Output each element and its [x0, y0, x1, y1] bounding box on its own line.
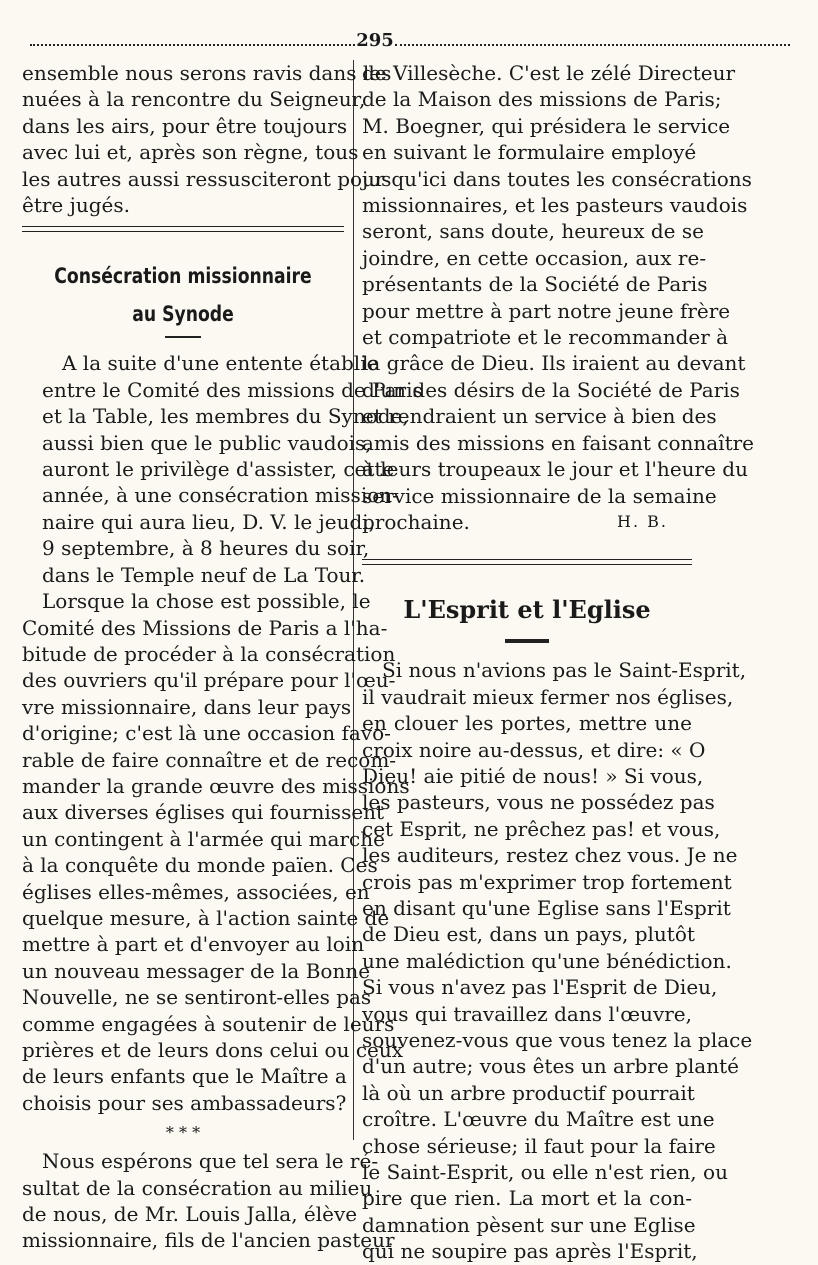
text-line: naire qui aura lieu, D. V. le jeudi, — [42, 509, 376, 534]
text-line: là où un arbre productif pourrait — [362, 1080, 695, 1105]
text-line: chose sérieuse; il faut pour la faire — [362, 1133, 716, 1158]
text-line: Nouvelle, ne se sentiront-elles pas — [22, 985, 372, 1010]
text-line: A la suite d'une entente établie — [62, 351, 379, 376]
text-line: en disant qu'une Eglise sans l'Esprit — [362, 895, 731, 920]
text-line: un contingent à l'armée qui marche — [22, 826, 385, 851]
text-line: damnation pèsent sur une Eglise — [362, 1212, 696, 1237]
text-line: vre missionnaire, dans leur pays — [22, 694, 352, 719]
text-line: Si nous n'avions pas le Saint-Esprit, — [382, 658, 747, 683]
text-line: de nous, de Mr. Louis Jalla, élève — [22, 1202, 358, 1227]
right-column — [362, 60, 755, 1265]
text-line: M. Boegner, qui présidera le service — [362, 113, 731, 138]
heading-rule — [505, 639, 549, 643]
text-line: les pasteurs, vous ne possédez pas — [362, 790, 715, 815]
text-line: de Villesèche. C'est le zélé Directeur — [362, 61, 736, 85]
text-line: année, à une consécration mission- — [42, 483, 399, 508]
text-line: pire que rien. La mort et la con- — [362, 1186, 692, 1211]
author-signature: H. B. — [617, 511, 668, 531]
text-line: de la Maison des missions de Paris; — [362, 87, 722, 112]
text-line: une malédiction qu'une bénédiction. — [362, 948, 732, 973]
text-line: cet Esprit, ne prêchez pas! et vous, — [362, 816, 721, 841]
text-line: entre le Comité des missions de Paris — [42, 377, 423, 402]
text-line: présentants de la Société de Paris — [362, 272, 708, 297]
intro-paragraph — [22, 60, 392, 218]
text-line: à la conquête du monde païen. Ces — [22, 853, 378, 878]
text-line: choisis pour ses ambassadeurs? — [22, 1090, 347, 1115]
text-line: de Dieu est, dans un pays, plutôt — [362, 922, 695, 947]
header-rule-left — [30, 44, 355, 46]
text-line: à leurs troupeaux le jour et l'heure du — [362, 457, 748, 482]
article-subheading: au Synode — [132, 302, 234, 327]
text-line: être jugés. — [22, 193, 130, 218]
text-line: joindre, en cette occasion, aux re- — [362, 245, 707, 270]
text-line: églises elles-mêmes, associées, en — [22, 879, 370, 904]
text-line: en suivant le formulaire employé — [362, 140, 697, 165]
text-line: croix noire au-dessus, et dire: « O — [362, 737, 706, 762]
text-line: service missionnaire de la semaine — [362, 483, 717, 508]
text-line: les auditeurs, restez chez vous. Je ne — [362, 843, 738, 868]
text-line: la grâce de Dieu. Ils iraient au devant — [362, 351, 746, 376]
text-line: Si vous n'avez pas l'Esprit de Dieu, — [362, 975, 718, 1000]
text-line: quelque mesure, à l'action sainte de — [22, 905, 390, 930]
text-line — [362, 509, 692, 535]
text-line: crois pas m'exprimer trop fortement — [362, 869, 732, 894]
text-line: d'un autre; vous êtes un arbre planté — [362, 1054, 739, 1079]
text-line: mettre à part et d'envoyer au loin — [22, 932, 365, 957]
section-divider — [362, 559, 692, 565]
text-line: Comité des Missions de Paris a l'ha- — [22, 615, 388, 640]
text-line: d'origine; c'est là une occasion favo- — [22, 721, 391, 746]
text-line: missionnaires, et les pasteurs vaudois — [362, 193, 748, 218]
text-line: amis des missions en faisant connaître — [362, 430, 755, 455]
text-line: aux diverses églises qui fournissent — [22, 800, 385, 825]
text-line: de leurs enfants que le Maître a — [22, 1064, 347, 1089]
text-line: auront le privilège d'assister, cette — [42, 457, 395, 482]
text-line: souvenez-vous que vous tenez la place — [362, 1028, 753, 1052]
text-line: ensemble nous serons ravis dans les — [22, 61, 392, 85]
text-line: aussi bien que le public vaudois, — [42, 430, 372, 455]
text-line: les autres aussi ressusciteront pour — [22, 166, 385, 191]
paragraph-continuation — [362, 60, 755, 535]
text-line: sultat de la consécration au milieu — [22, 1175, 373, 1200]
text-line: prières et de leurs dons celui ou ceux — [22, 1038, 404, 1062]
text-line: Nous espérons que tel sera le ré- — [42, 1149, 379, 1174]
text-line: 9 septembre, à 8 heures du soir, — [42, 536, 370, 561]
asterism: * * * — [165, 1123, 201, 1143]
text-line: mander la grande œuvre des missions — [22, 773, 410, 798]
text-line: croître. L'œuvre du Maître est une — [362, 1107, 715, 1132]
text-line: bitude de procéder à la consécration — [22, 641, 396, 666]
text-line: le Saint-Esprit, ou elle n'est rien, ou — [362, 1160, 728, 1185]
text-line: qui ne soupire pas après l'Esprit, — [362, 1239, 698, 1264]
text-line: un nouveau messager de la Bonne — [22, 958, 371, 983]
text-line-content: prochaine. — [362, 509, 470, 534]
paragraph — [22, 1148, 395, 1254]
page-number: 295 — [356, 30, 394, 51]
text-line: pour mettre à part notre jeune frère — [362, 298, 731, 323]
text-line: vous qui travaillez dans l'œuvre, — [362, 1001, 692, 1026]
header-rule-right — [395, 44, 790, 46]
text-line: Lorsque la chose est possible, le — [42, 589, 371, 614]
text-line: dans les airs, pour être toujours — [22, 113, 348, 138]
text-line: nuées à la rencontre du Seigneur, — [22, 87, 366, 112]
text-line: il vaudrait mieux fermer nos églises, — [362, 684, 734, 709]
text-line: jusqu'ici dans toutes les consécrations — [362, 166, 752, 191]
page-header — [30, 30, 790, 52]
article-heading: L'Esprit et l'Eglise — [403, 595, 651, 625]
text-line: Dieu! aie pitié de nous! » Si vous, — [362, 763, 704, 788]
text-line: avec lui et, après son règne, tous — [22, 140, 359, 165]
paragraph — [22, 588, 410, 1116]
text-line: rable de faire connaître et de recom- — [22, 747, 397, 772]
text-line: comme engagées à soutenir de leurs — [22, 1011, 395, 1036]
text-line: des ouvriers qu'il prépare pour l'œu- — [22, 668, 396, 693]
text-line: d'un des désirs de la Société de Paris — [362, 377, 740, 402]
paragraph — [362, 657, 753, 1264]
text-line: seront, sans doute, heureux de se — [362, 219, 704, 244]
text-line: dans le Temple neuf de La Tour. — [42, 562, 366, 587]
section-divider — [22, 226, 344, 232]
text-line: missionnaire, fils de l'ancien pasteur — [22, 1228, 395, 1253]
article-heading: Consécration missionnaire — [54, 264, 312, 289]
text-line: et la Table, les membres du Synode, — [42, 404, 409, 429]
text-line: et compatriote et le recommander à — [362, 325, 729, 350]
heading-rule — [165, 336, 201, 338]
text-line: en clouer les portes, mettre une — [362, 711, 692, 736]
text-line: et rendraient un service à bien des — [362, 404, 717, 429]
